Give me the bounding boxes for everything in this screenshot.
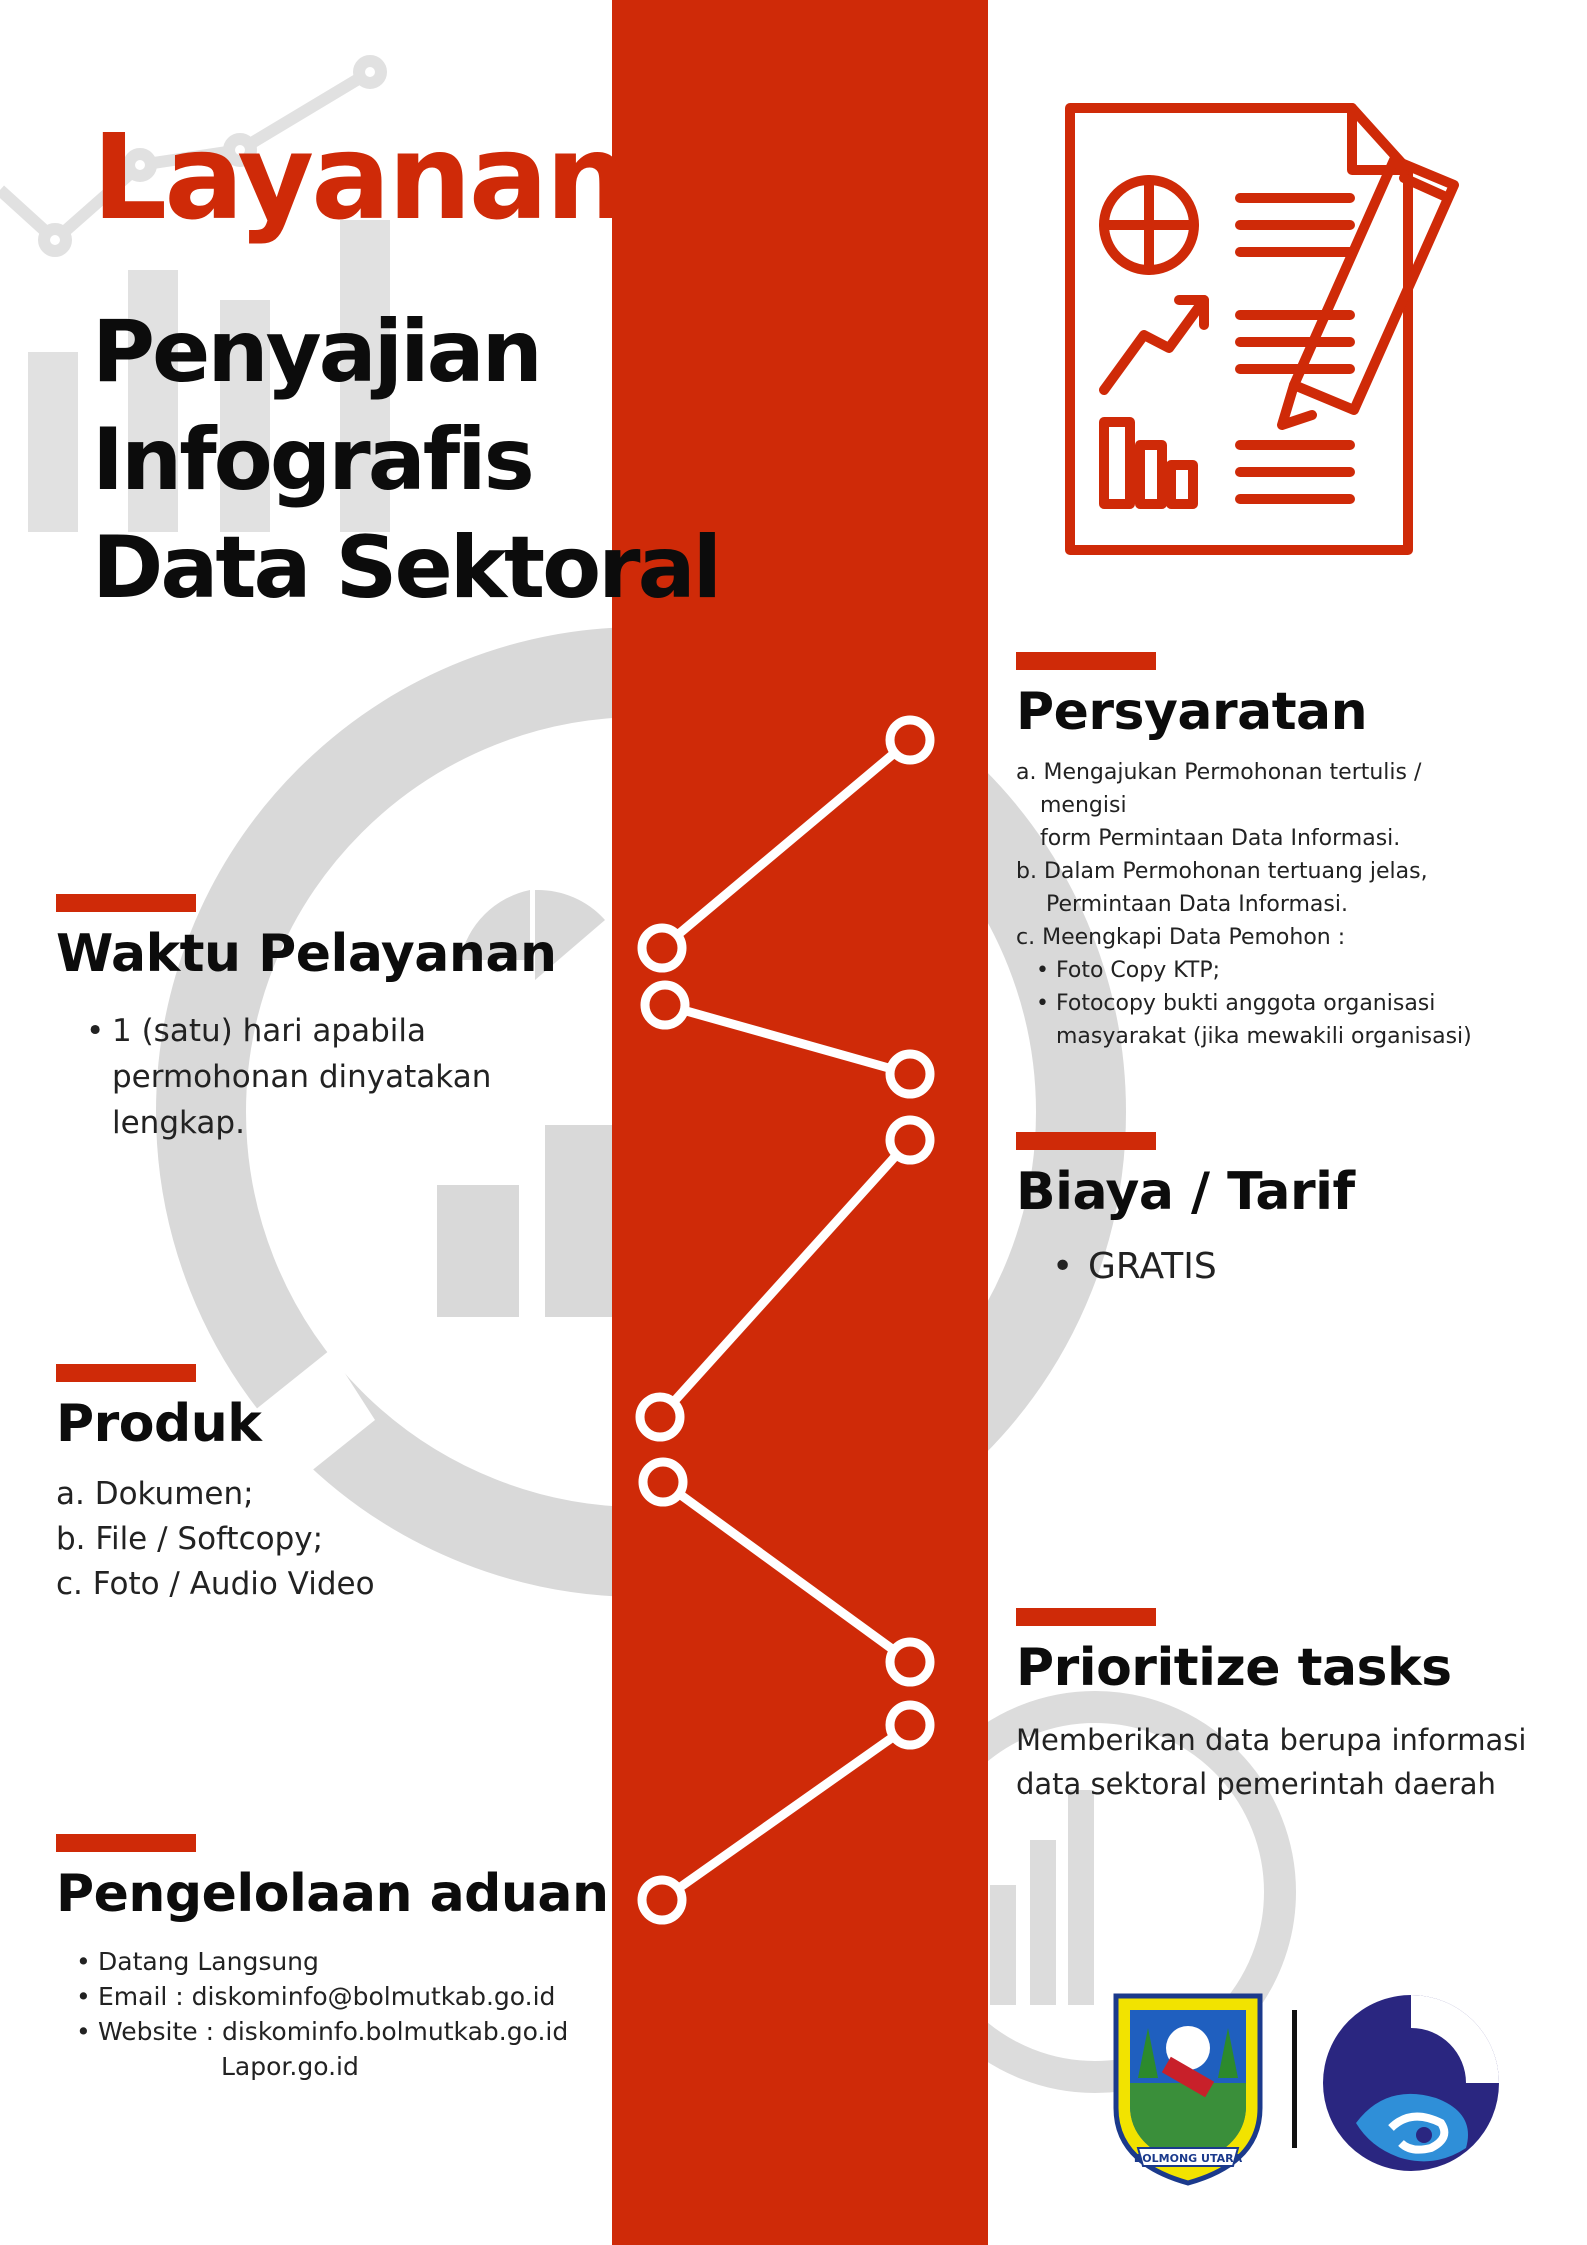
section-accent-bar bbox=[56, 894, 196, 912]
biaya-list bbox=[1052, 1246, 1217, 1287]
prioritize-text: Memberikan data berupa informasi data sektoral pemerintah daerah bbox=[1016, 1723, 1527, 1801]
title-layanan: Layanan bbox=[92, 108, 627, 246]
list-item: c. Meengkapi Data Pemohon : bbox=[1016, 925, 1346, 950]
persyaratan-heading: Persyaratan bbox=[1016, 682, 1368, 742]
list-item: mengisi bbox=[1040, 793, 1127, 818]
waktu-heading: Waktu Pelayanan bbox=[56, 924, 557, 984]
list-item: a. Mengajukan Permohonan tertulis / bbox=[1016, 760, 1422, 785]
produk-list bbox=[56, 1472, 375, 1607]
timeline-node bbox=[640, 1397, 680, 1437]
emblem-text: BOLMONG UTARA bbox=[1133, 2152, 1243, 2165]
produk-heading: Produk bbox=[56, 1394, 262, 1454]
list-item: b. File / Softcopy; bbox=[56, 1521, 324, 1557]
timeline-node bbox=[890, 1642, 930, 1682]
list-item: b. Dalam Permohonan tertuang jelas, bbox=[1016, 859, 1428, 884]
lapor-link[interactable]: Lapor.go.id bbox=[221, 2052, 359, 2081]
timeline-node bbox=[890, 1054, 930, 1094]
list-item: • Fotocopy bukti anggota organisasi bbox=[1016, 987, 1536, 1020]
list-item: masyarakat (jika mewakili organisasi) bbox=[1056, 1024, 1472, 1049]
list-item: • Datang Langsung bbox=[76, 1944, 568, 1979]
list-item: c. Foto / Audio Video bbox=[56, 1566, 375, 1602]
list-item: • GRATIS bbox=[1052, 1246, 1217, 1287]
website-link[interactable]: • Website : diskominfo.bolmutkab.go.id bbox=[76, 2014, 568, 2049]
timeline-node bbox=[645, 985, 685, 1025]
list-item: form Permintaan Data Informasi. bbox=[1040, 826, 1401, 851]
email-link[interactable]: • Email : diskominfo@bolmutkab.go.id bbox=[76, 1979, 568, 2014]
title-line-1: Penyajian Infografis bbox=[92, 302, 540, 510]
title-line-2: Data Sektoral bbox=[92, 518, 720, 618]
list-item: • 1 (satu) hari apabila permohonan dinyatakan lengkap. bbox=[86, 1008, 556, 1146]
section-accent-bar bbox=[56, 1364, 196, 1382]
kominfo-logo bbox=[1316, 1988, 1506, 2178]
section-accent-bar bbox=[1016, 1132, 1156, 1150]
bolmong-utara-emblem bbox=[1108, 1988, 1268, 2188]
section-accent-bar bbox=[1016, 652, 1156, 670]
timeline-node bbox=[643, 1462, 683, 1502]
list-item: a. Dokumen; bbox=[56, 1476, 254, 1512]
aduan-heading: Pengelolaan aduan bbox=[56, 1864, 609, 1924]
waktu-list bbox=[86, 1008, 556, 1146]
timeline-node bbox=[642, 928, 682, 968]
section-accent-bar bbox=[56, 1834, 196, 1852]
biaya-heading: Biaya / Tarif bbox=[1016, 1162, 1355, 1222]
aduan-list bbox=[76, 1944, 568, 2084]
timeline-node bbox=[642, 1880, 682, 1920]
persyaratan-list bbox=[1016, 756, 1536, 1053]
timeline-node bbox=[890, 1120, 930, 1160]
list-item: Permintaan Data Informasi. bbox=[1046, 892, 1348, 917]
list-item: • Foto Copy KTP; bbox=[1016, 954, 1536, 987]
timeline-node bbox=[890, 1705, 930, 1745]
section-accent-bar bbox=[1016, 1608, 1156, 1626]
timeline-node bbox=[890, 720, 930, 760]
prioritize-heading: Prioritize tasks bbox=[1016, 1638, 1452, 1698]
logo-divider bbox=[1292, 2010, 1297, 2148]
